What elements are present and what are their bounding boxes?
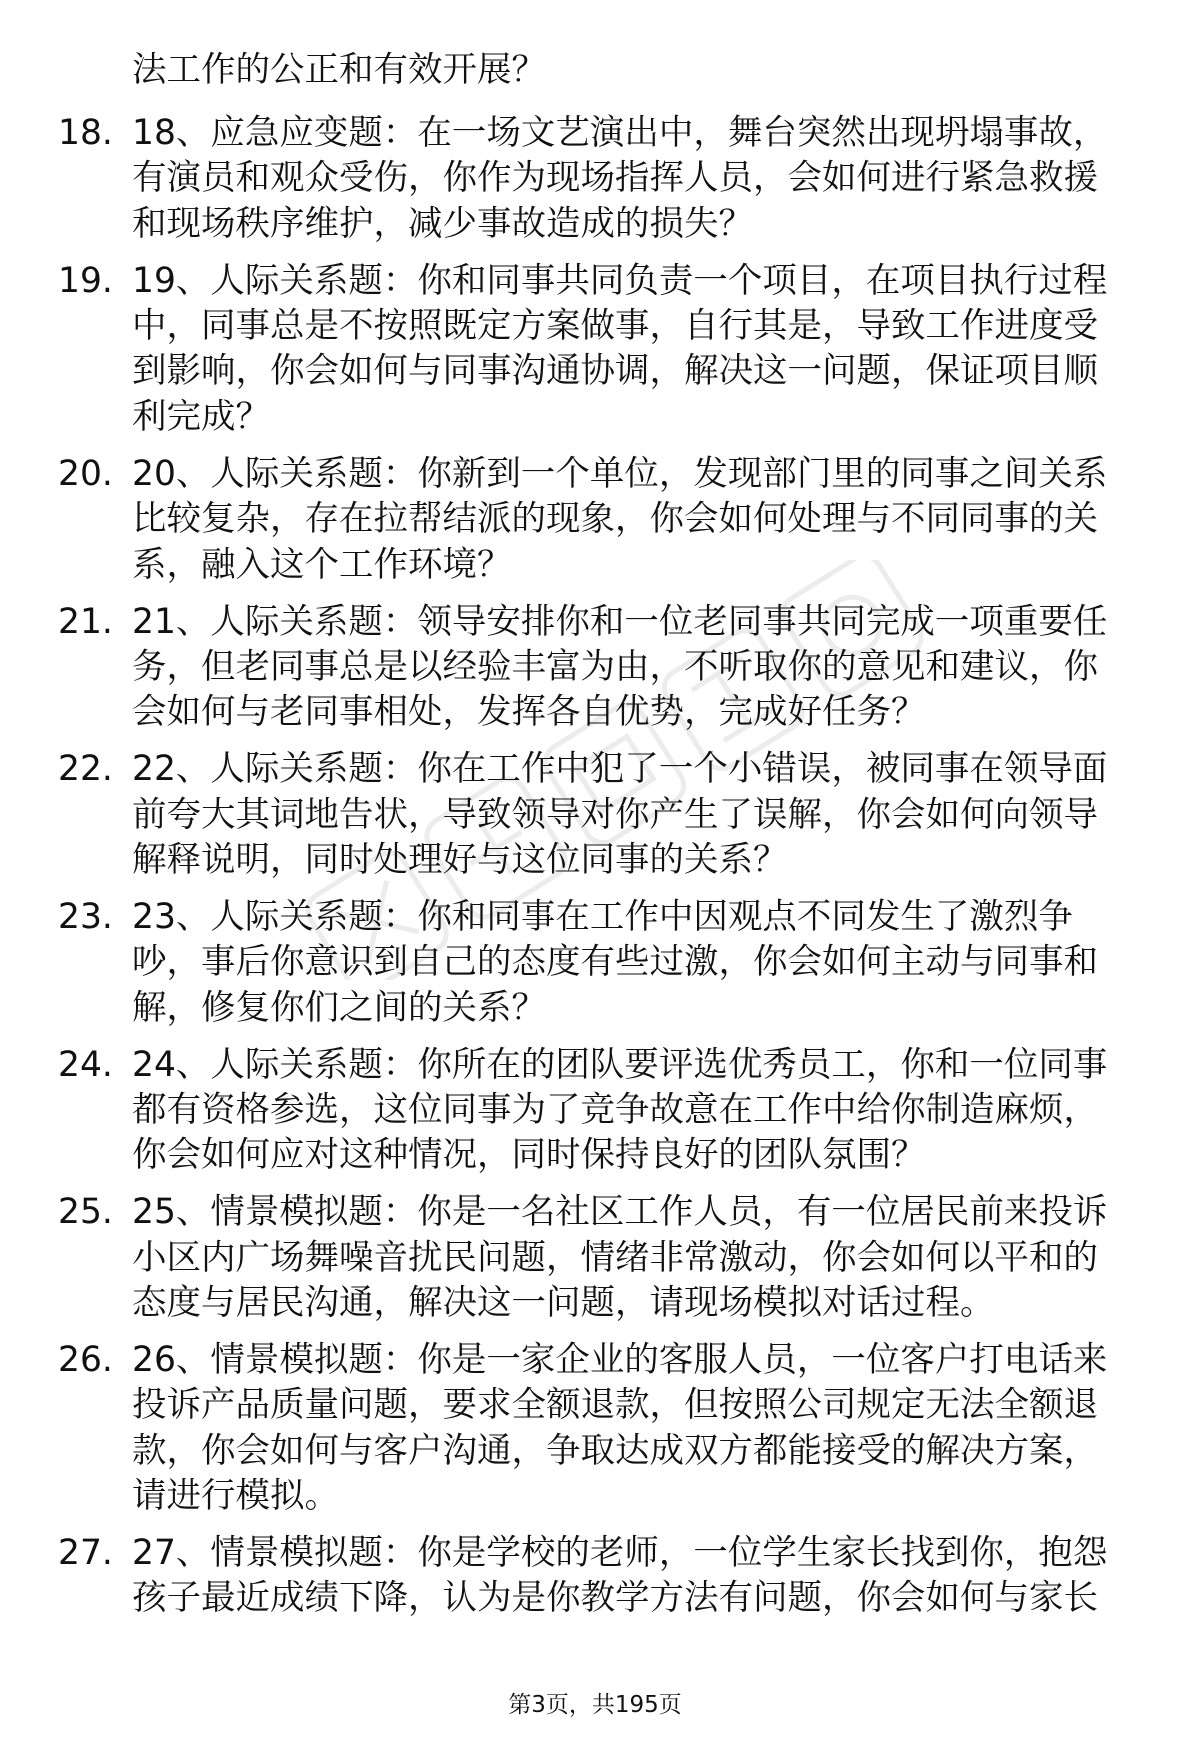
question-text-line: 有演员和观众受伤，你作为现场指挥人员，会如何进行紧急救援: [132, 158, 1098, 199]
list-item-number: 19.: [58, 260, 113, 301]
question-text-line: 务，但老同事总是以经验丰富为由，不听取你的意见和建议，你: [132, 646, 1098, 687]
list-item: [0, 111, 1190, 247]
list-item-number: 25.: [58, 1192, 113, 1233]
list-item-number: 23.: [58, 896, 113, 937]
question-text-line: 23、人际关系题：你和同事在工作中因观点不同发生了激烈争: [132, 896, 1073, 937]
question-text-line: 和现场秩序维护，减少事故造成的损失？: [132, 203, 753, 244]
question-text-line: 孩子最近成绩下降，认为是你教学方法有问题，你会如何与家长: [132, 1578, 1098, 1619]
list-item-number: 20.: [58, 453, 113, 494]
page-footer: 第3页，共195页: [508, 1692, 682, 1718]
question-text-line: 解释说明，同时处理好与这位同事的关系？: [132, 839, 788, 880]
question-text-line: 会如何与老同事相处，发挥各自优势，完成好任务？: [132, 692, 926, 733]
question-text-line: 中，同事总是不按照既定方案做事，自行其是，导致工作进度受: [132, 306, 1098, 347]
list-item-number: 24.: [58, 1044, 113, 1085]
question-text-line: 小区内广场舞噪音扰民问题，情绪非常激动，你会如何以平和的: [132, 1237, 1098, 1278]
question-text-line: 20、人际关系题：你新到一个单位，发现部门里的同事之间关系: [132, 453, 1108, 494]
question-text-line: 24、人际关系题：你所在的团队要评选优秀员工，你和一位同事: [132, 1044, 1108, 1085]
question-text-line: 你会如何应对这种情况，同时保持良好的团队氛围？: [132, 1135, 926, 1176]
question-text-line: 解，修复你们之间的关系？: [132, 987, 546, 1028]
list-item: [0, 452, 1190, 588]
question-text-line: 请进行模拟。: [132, 1476, 339, 1517]
question-text-line: 吵，事后你意识到自己的态度有些过激，你会如何主动与同事和: [132, 942, 1098, 983]
question-text-line: 22、人际关系题：你在工作中犯了一个小错误，被同事在领导面: [132, 749, 1108, 790]
question-text-line: 投诉产品质量问题，要求全额退款，但按照公司规定无法全额退: [132, 1385, 1098, 1426]
list-item-number: 27.: [58, 1533, 113, 1574]
list-item: [0, 600, 1190, 736]
list-item: [0, 895, 1190, 1031]
question-text-line: 前夸大其词地告状，导致领导对你产生了误解，你会如何向领导: [132, 794, 1098, 835]
question-text-line: 25、情景模拟题：你是一名社区工作人员，有一位居民前来投诉: [132, 1192, 1108, 1233]
question-text-line: 款，你会如何与客户沟通，争取达成双方都能接受的解决方案，: [132, 1430, 1098, 1471]
continuation-text: 法工作的公正和有效开展？: [132, 50, 546, 90]
question-text-line: 比较复杂，存在拉帮结派的现象，你会如何处理与不同同事的关: [132, 499, 1098, 540]
list-item-number: 21.: [58, 601, 113, 642]
list-item: [0, 1190, 1190, 1326]
question-text-line: 利完成？: [132, 396, 270, 437]
list-item: [0, 1043, 1190, 1179]
question-text-line: 19、人际关系题：你和同事共同负责一个项目，在项目执行过程: [132, 260, 1108, 301]
list-item: [0, 1338, 1190, 1520]
list-item-number: 26.: [58, 1340, 113, 1380]
question-text-line: 27、情景模拟题：你是学校的老师，一位学生家长找到你，抱怨: [132, 1533, 1108, 1574]
question-text-line: 18、应急应变题：在一场文艺演出中，舞台突然出现坍塌事故，: [132, 113, 1108, 153]
question-text-line: 都有资格参选，这位同事为了竞争故意在工作中给你制造麻烦，: [132, 1089, 1098, 1130]
list-item: [0, 747, 1190, 883]
list-item: [0, 1531, 1190, 1622]
question-text-line: 到影响，你会如何与同事沟通协调，解决这一问题，保证项目顺: [132, 351, 1098, 392]
list-item-number: 22.: [58, 749, 113, 790]
question-text-line: 态度与居民沟通，解决这一问题，请现场模拟对话过程。: [132, 1283, 995, 1324]
question-text-line: 系，融入这个工作环境？: [132, 544, 512, 585]
question-text-line: 21、人际关系题：领导安排你和一位老同事共同完成一项重要任: [132, 601, 1108, 642]
list-item-number: 18.: [58, 113, 113, 153]
question-text-line: 26、情景模拟题：你是一家企业的客服人员，一位客户打电话来: [132, 1340, 1108, 1380]
list-item: [0, 259, 1190, 441]
